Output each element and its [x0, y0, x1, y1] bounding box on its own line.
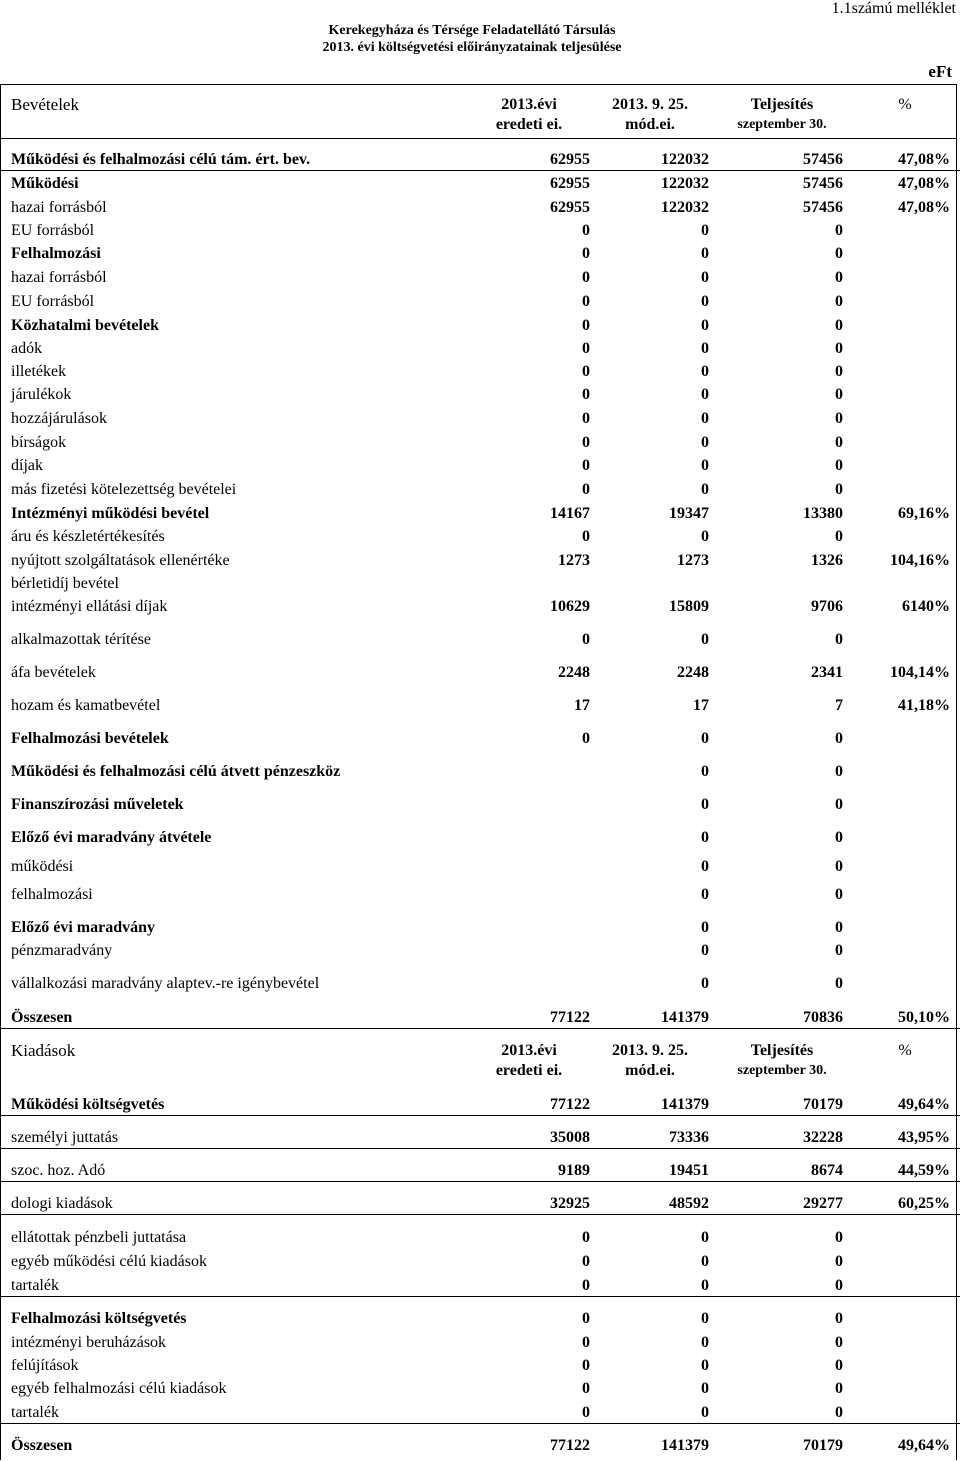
row-label: Működési költségvetés [11, 1096, 165, 1113]
table-row [0, 150, 960, 171]
table-row [0, 339, 960, 359]
row-actual: 0 [835, 363, 843, 380]
row-original-budget: 0 [582, 1310, 590, 1327]
row-actual: 7 [835, 697, 843, 714]
row-actual: 0 [835, 730, 843, 747]
row-modified-budget: 0 [701, 1229, 709, 1246]
row-modified-budget: 0 [701, 434, 709, 451]
table-row [0, 362, 960, 382]
table-row [0, 630, 960, 650]
table-row [0, 268, 960, 288]
table-row [0, 551, 960, 571]
row-modified-budget: 122032 [661, 175, 709, 192]
row-modified-budget: 48592 [669, 1195, 709, 1212]
table-row [0, 174, 960, 194]
table-row [0, 292, 960, 312]
row-modified-budget: 0 [701, 1334, 709, 1351]
row-actual: 0 [835, 434, 843, 451]
row-modified-budget: 0 [701, 481, 709, 498]
table-row [0, 1095, 960, 1116]
row-percent: 41,18% [898, 697, 950, 714]
row-label: intézményi beruházások [11, 1334, 167, 1351]
row-original-budget: 0 [582, 730, 590, 747]
row-label: vállalkozási maradvány alaptev.-re igénybevétel [11, 975, 320, 992]
row-original-budget: 0 [582, 1229, 590, 1246]
table-row [0, 1276, 960, 1297]
row-modified-budget: 122032 [661, 199, 709, 216]
row-actual: 0 [835, 1404, 843, 1421]
row-actual: 0 [835, 975, 843, 992]
revenue-header-col2: 2013. 9. 25. mód.ei. [612, 96, 688, 133]
row-modified-budget: 0 [701, 245, 709, 262]
row-label: Előző évi maradvány [11, 919, 155, 936]
row-original-budget: 35008 [550, 1129, 590, 1146]
title-line-2: 2013. évi költségvetési előirányzatainak teljesülése [322, 40, 622, 55]
row-modified-budget: 0 [701, 340, 709, 357]
row-label: tartalék [11, 1277, 59, 1294]
table-row [0, 504, 960, 524]
row-label: EU forrásból [11, 293, 95, 310]
row-actual: 57456 [803, 175, 843, 192]
row-modified-budget: 2248 [677, 664, 709, 681]
table-row [0, 597, 960, 617]
row-percent: 47,08% [898, 175, 950, 192]
table-row [0, 1228, 960, 1248]
row-label: Felhalmozási bevételek [11, 730, 169, 747]
row-modified-budget: 0 [701, 1357, 709, 1374]
row-actual: 0 [835, 340, 843, 357]
table-row [0, 409, 960, 429]
table-row [0, 663, 960, 683]
row-modified-budget: 0 [701, 1404, 709, 1421]
row-original-budget: 0 [582, 631, 590, 648]
expense-header-col1: 2013.évi eredeti ei. [495, 1042, 563, 1079]
row-original-budget: 2248 [558, 664, 590, 681]
row-original-budget: 0 [582, 222, 590, 239]
revenue-header-col3: Teljesítés szeptember 30. [737, 96, 827, 132]
row-percent: 49,64% [898, 1437, 950, 1454]
row-original-budget: 0 [582, 1277, 590, 1294]
table-row [0, 696, 960, 716]
row-actual: 9706 [811, 598, 843, 615]
row-actual: 0 [835, 269, 843, 286]
row-actual: 0 [835, 457, 843, 474]
row-label: alkalmazottak térítése [11, 631, 151, 648]
row-modified-budget: 0 [701, 293, 709, 310]
row-original-budget: 62955 [550, 175, 590, 192]
row-modified-budget: 141379 [661, 1096, 709, 1113]
row-original-budget: 0 [582, 1334, 590, 1351]
table-row [0, 974, 960, 994]
row-label: működési [11, 858, 74, 875]
row-label: tartalék [11, 1404, 59, 1421]
row-original-budget: 62955 [550, 151, 590, 168]
row-label: Finanszírozási műveletek [11, 796, 184, 813]
row-label: áfa bevételek [11, 664, 96, 681]
row-original-budget: 77122 [550, 1096, 590, 1113]
row-actual: 32228 [803, 1129, 843, 1146]
row-original-budget: 0 [582, 1404, 590, 1421]
row-original-budget: 0 [582, 528, 590, 545]
row-label: bérletidíj bevétel [11, 575, 119, 592]
row-modified-budget: 1273 [677, 552, 709, 569]
row-actual: 0 [835, 1229, 843, 1246]
table-row [0, 1194, 960, 1215]
row-label: egyéb működési célú kiadások [11, 1253, 207, 1270]
row-actual: 0 [835, 1380, 843, 1397]
row-label: bírságok [11, 434, 67, 451]
row-original-budget: 0 [582, 410, 590, 427]
row-actual: 2341 [811, 664, 843, 681]
row-actual: 0 [835, 886, 843, 903]
row-actual: 70179 [803, 1096, 843, 1113]
row-modified-budget: 0 [701, 858, 709, 875]
table-row [0, 1161, 960, 1182]
expense-header-label: Kiadások [11, 1041, 76, 1060]
row-label: dologi kiadások [11, 1195, 113, 1212]
row-percent: 47,08% [898, 151, 950, 168]
row-label: Működési és felhalmozási célú átvett pénzeszköz [11, 763, 341, 780]
row-original-budget: 1273 [558, 552, 590, 569]
row-label: más fizetési kötelezettség bevételei [11, 481, 237, 498]
table-row [0, 198, 960, 218]
row-label: hazai forrásból [11, 199, 107, 216]
row-original-budget: 0 [582, 457, 590, 474]
table-row [0, 244, 960, 264]
title-line-1: Kerekegyháza és Térsége Feladatellátó Társulás [328, 23, 616, 38]
row-actual: 0 [835, 1357, 843, 1374]
table-row [0, 574, 960, 594]
row-label: Felhalmozási költségvetés [11, 1310, 187, 1327]
row-actual: 13380 [803, 505, 843, 522]
row-original-budget: 0 [582, 269, 590, 286]
row-label: szoc. hoz. Adó [11, 1162, 106, 1179]
revenue-header-label: Bevételek [11, 95, 79, 114]
row-original-budget: 0 [582, 1357, 590, 1374]
row-percent: 49,64% [898, 1096, 950, 1113]
row-label: személyi juttatás [11, 1129, 119, 1146]
row-actual: 70836 [803, 1009, 843, 1026]
table-row [0, 762, 960, 782]
row-modified-budget: 0 [701, 942, 709, 959]
row-label: Felhalmozási [11, 245, 101, 262]
row-modified-budget: 0 [701, 457, 709, 474]
row-modified-budget: 122032 [661, 151, 709, 168]
row-actual: 29277 [803, 1195, 843, 1212]
unit-label: eFt [928, 62, 952, 81]
row-modified-budget: 0 [701, 886, 709, 903]
row-original-budget: 62955 [550, 199, 590, 216]
row-original-budget: 0 [582, 245, 590, 262]
row-actual: 0 [835, 222, 843, 239]
row-modified-budget: 17 [693, 697, 709, 714]
row-actual: 0 [835, 410, 843, 427]
row-percent: 44,59% [898, 1162, 950, 1179]
row-actual: 70179 [803, 1437, 843, 1454]
row-original-budget: 77122 [550, 1437, 590, 1454]
row-original-budget: 14167 [550, 505, 590, 522]
table-row [0, 1379, 960, 1399]
row-modified-budget: 0 [701, 1277, 709, 1294]
row-actual: 1326 [811, 552, 843, 569]
row-actual: 0 [835, 858, 843, 875]
row-original-budget: 0 [582, 1380, 590, 1397]
row-label: áru és készletértékesítés [11, 528, 165, 545]
row-label: intézményi ellátási díjak [11, 598, 168, 615]
row-modified-budget: 0 [701, 269, 709, 286]
row-label: ellátottak pénzbeli juttatása [11, 1229, 187, 1246]
table-row [0, 857, 960, 877]
row-label: Működési [11, 175, 79, 192]
row-label: nyújtott szolgáltatások ellenértéke [11, 552, 230, 569]
row-actual: 0 [835, 481, 843, 498]
row-label: Intézményi működési bevétel [11, 505, 210, 522]
row-label: járulékok [11, 386, 72, 403]
row-modified-budget: 0 [701, 796, 709, 813]
row-actual: 0 [835, 763, 843, 780]
row-modified-budget: 0 [701, 222, 709, 239]
row-modified-budget: 0 [701, 919, 709, 936]
row-modified-budget: 141379 [661, 1009, 709, 1026]
row-modified-budget: 0 [701, 631, 709, 648]
row-actual: 0 [835, 386, 843, 403]
row-label: felhalmozási [11, 886, 93, 903]
table-row [0, 221, 960, 241]
expense-header-col3: Teljesítés szeptember 30. [737, 1042, 827, 1078]
row-label: felújítások [11, 1357, 79, 1374]
row-actual: 0 [835, 631, 843, 648]
row-actual: 0 [835, 1277, 843, 1294]
row-actual: 57456 [803, 151, 843, 168]
row-percent: 47,08% [898, 199, 950, 216]
row-modified-budget: 0 [701, 730, 709, 747]
row-modified-budget: 0 [701, 1380, 709, 1397]
table-row [0, 456, 960, 476]
row-modified-budget: 0 [701, 763, 709, 780]
row-modified-budget: 73336 [669, 1129, 709, 1146]
row-percent: 6140% [902, 598, 950, 615]
row-label: Előző évi maradvány átvétele [11, 829, 212, 846]
row-label: Működési és felhalmozási célú tám. ért. bev. [11, 151, 311, 168]
row-modified-budget: 0 [701, 1310, 709, 1327]
row-modified-budget: 0 [701, 317, 709, 334]
expense-header-col2: 2013. 9. 25. mód.ei. [612, 1042, 688, 1079]
row-label: díjak [11, 457, 43, 474]
row-percent: 104,14% [890, 664, 950, 681]
table-row [0, 1309, 960, 1329]
expense-header-col4: % [898, 1042, 912, 1059]
row-original-budget: 17 [574, 697, 590, 714]
table-row [0, 729, 960, 749]
table-row [0, 885, 960, 905]
table-row [0, 1356, 960, 1376]
row-actual: 0 [835, 919, 843, 936]
table-row [0, 1333, 960, 1353]
row-percent: 69,16% [898, 505, 950, 522]
row-modified-budget: 0 [701, 1253, 709, 1270]
table-row [0, 795, 960, 815]
revenue-header-col1: 2013.évi eredeti ei. [495, 96, 563, 133]
row-original-budget: 0 [582, 293, 590, 310]
row-original-budget: 77122 [550, 1009, 590, 1026]
row-modified-budget: 0 [701, 528, 709, 545]
row-label: adók [11, 340, 43, 357]
table-row [0, 316, 960, 336]
table-row [0, 1128, 960, 1149]
row-original-budget: 9189 [558, 1162, 590, 1179]
row-label: Összesen [11, 1009, 73, 1026]
row-percent: 43,95% [898, 1129, 950, 1146]
table-row [0, 1008, 960, 1029]
row-label: illetékek [11, 363, 67, 380]
row-actual: 0 [835, 942, 843, 959]
row-modified-budget: 0 [701, 363, 709, 380]
row-actual: 0 [835, 245, 843, 262]
table-row [0, 433, 960, 453]
row-modified-budget: 0 [701, 975, 709, 992]
row-original-budget: 0 [582, 1253, 590, 1270]
row-percent: 50,10% [898, 1009, 950, 1026]
row-actual: 8674 [811, 1162, 843, 1179]
row-actual: 57456 [803, 199, 843, 216]
row-actual: 0 [835, 829, 843, 846]
table-row [0, 828, 960, 848]
row-actual: 0 [835, 293, 843, 310]
row-actual: 0 [835, 1253, 843, 1270]
row-actual: 0 [835, 317, 843, 334]
table-row [0, 385, 960, 405]
revenue-header-col4: % [898, 96, 912, 113]
row-original-budget: 32925 [550, 1195, 590, 1212]
row-original-budget: 0 [582, 481, 590, 498]
row-original-budget: 10629 [550, 598, 590, 615]
annex-label: 1.1számú melléklet [831, 0, 956, 17]
table-row [0, 1252, 960, 1272]
row-modified-budget: 15809 [669, 598, 709, 615]
row-percent: 60,25% [898, 1195, 950, 1212]
row-percent: 104,16% [890, 552, 950, 569]
header-divider [0, 138, 957, 139]
row-modified-budget: 0 [701, 829, 709, 846]
row-label: hozam és kamatbevétel [11, 697, 161, 714]
table-row [0, 1436, 960, 1456]
table-row [0, 527, 960, 547]
row-original-budget: 0 [582, 317, 590, 334]
row-label: egyéb felhalmozási célú kiadások [11, 1380, 227, 1397]
row-original-budget: 0 [582, 434, 590, 451]
row-modified-budget: 0 [701, 386, 709, 403]
row-actual: 0 [835, 528, 843, 545]
row-modified-budget: 19451 [669, 1162, 709, 1179]
row-actual: 0 [835, 1310, 843, 1327]
row-modified-budget: 19347 [669, 505, 709, 522]
table-row [0, 1403, 960, 1424]
row-original-budget: 0 [582, 363, 590, 380]
row-label: hozzájárulások [11, 410, 107, 427]
row-label: hazai forrásból [11, 269, 107, 286]
table-row [0, 941, 960, 961]
row-modified-budget: 0 [701, 410, 709, 427]
row-actual: 0 [835, 1334, 843, 1351]
row-original-budget: 0 [582, 386, 590, 403]
row-label: pénzmaradvány [11, 942, 113, 959]
row-actual: 0 [835, 796, 843, 813]
row-label: Közhatalmi bevételek [11, 317, 159, 334]
row-modified-budget: 141379 [661, 1437, 709, 1454]
table-row [0, 918, 960, 938]
row-label: EU forrásból [11, 222, 95, 239]
row-label: Összesen [11, 1437, 73, 1454]
table-row [0, 480, 960, 500]
row-original-budget: 0 [582, 340, 590, 357]
